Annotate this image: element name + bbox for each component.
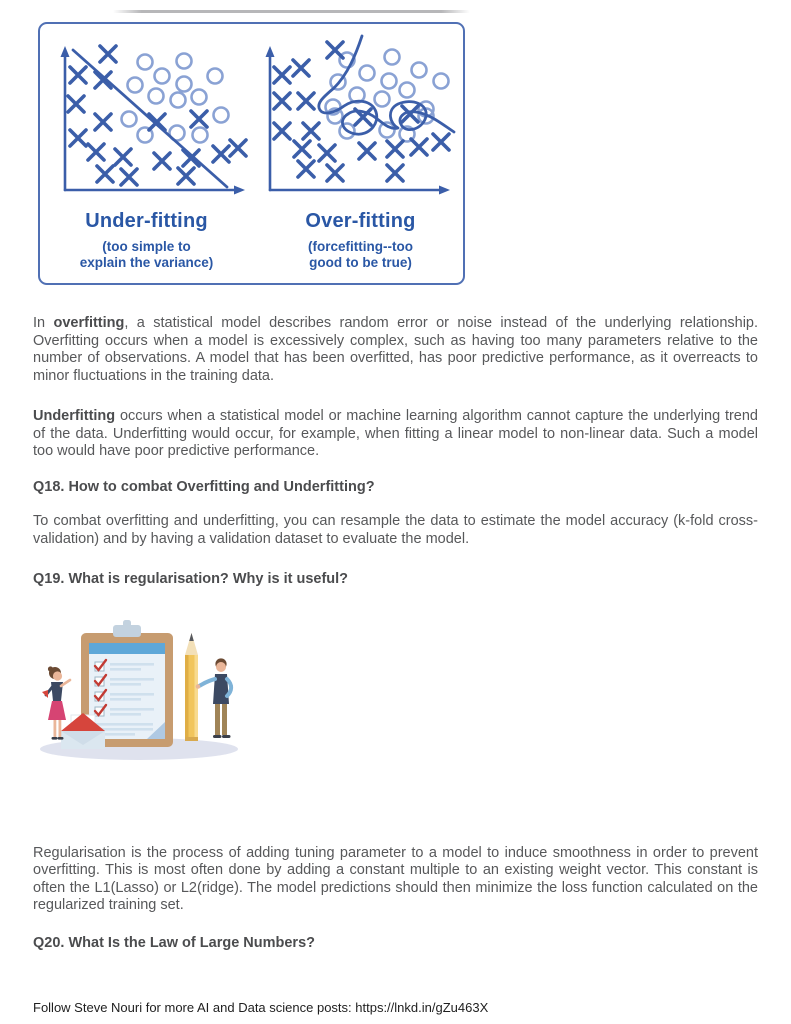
overfitting-caption: (forcefitting--too good to be true) (308, 239, 413, 270)
paragraph-underfitting: Underfitting occurs when a statistical model or machine learning algorithm cannot capture the underlying trend of the data. Underfitting would occur, for example, when fitting a linear model to non-linear data. Such a model too would have poor predictive performance. (33, 408, 758, 459)
underfitting-overfitting-figure (38, 22, 465, 285)
footer-link[interactable]: https://lnkd.in/gZu463X (355, 1000, 489, 1015)
x-class-points (68, 46, 246, 185)
underfitting-plot (51, 40, 251, 200)
man-figure (196, 658, 231, 738)
footer-note: Follow Steve Nouri for more AI and Data science posts: https://lnkd.in/gZu463X (33, 1000, 489, 1015)
underfitting-label-block (40, 210, 253, 270)
underfitting-title: Under-fitting (85, 210, 208, 232)
circle-class-points (122, 54, 229, 143)
heading-q19: Q19. What is regularisation? Why is it useful? (33, 571, 349, 587)
overfitting-title: Over-fitting (305, 210, 416, 232)
heading-q20: Q20. What Is the Law of Large Numbers? (33, 934, 315, 951)
paragraph-combat: To combat overfitting and underfitting, you can resample the data to estimate the model accuracy (k-fold cross-validation) and by having a validation dataset to evaluate the model. (33, 513, 758, 547)
heading-q18: Q18. How to combat Overfitting and Underfitting? (33, 478, 375, 495)
overfitting-plot (256, 40, 456, 200)
paragraph-regularisation: Regularisation is the process of adding tuning parameter to a model to induce smoothness in order to prevent overfitting. This is most often done by adding a constant multiple to an existing weight vector. This constant is often the L1(Lasso) or L2(ridge). The model predictions should then minimize the loss function calculated on the regularized training set. (33, 844, 758, 913)
overfitting-label-block (254, 210, 467, 270)
document-body (33, 315, 758, 969)
paper-header-band (89, 643, 165, 654)
bold-overfitting: overfitting (53, 315, 125, 331)
checklist-clipboard-illustration (35, 619, 247, 769)
bold-underfitting: Underfitting (33, 408, 116, 424)
scan-artifact-line (113, 10, 470, 13)
red-flag (42, 690, 48, 698)
underfitting-caption: (too simple to explain the variance) (79, 239, 214, 270)
paragraph-overfitting: In overfitting, a statistical model describes random error or noise instead of the underlying relationship. Overfitting occurs when a model is excessively complex, such as having too many parameters relative to the number of observations. A model that has been overfitted, has poor predictive performance, as it overreacts to minor fluctuations in the training data. (33, 315, 759, 384)
illustration-checklist (35, 619, 247, 769)
